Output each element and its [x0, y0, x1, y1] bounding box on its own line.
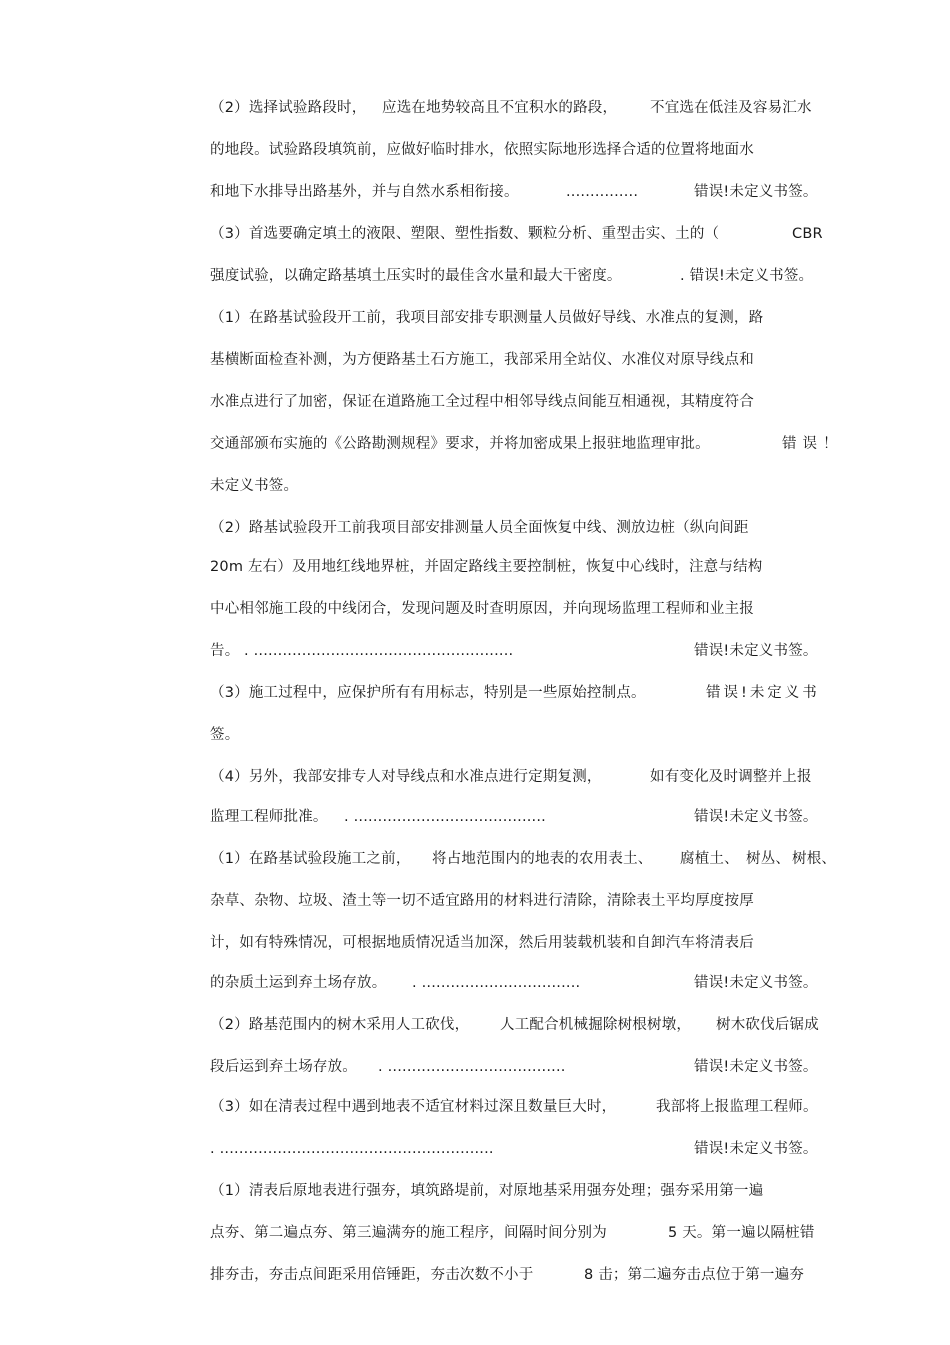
text-segment: CBR [792, 226, 823, 242]
text-segment: （2）路基试验段开工前我项目部安排测量人员全面恢复中线、测放边桩（纵向间距 [210, 520, 749, 536]
text-segment: 排夯击，夯击点间距采用倍锤距，夯击次数不小于 [210, 1267, 534, 1283]
bookmark-error: 错误！ [782, 436, 844, 452]
text-segment: ............... [566, 184, 639, 200]
bookmark-error: . 错误!未定义书签。 [680, 268, 814, 284]
text-segment: . ...................................................... [244, 643, 514, 659]
text-segment: （2）选择试验路段时， [210, 100, 367, 116]
text-segment: 人工配合机械掘除树根树墩， [500, 1017, 692, 1033]
text-segment: 监理工程师批准。 [210, 809, 328, 825]
text-segment: 树木砍伐后锯成 [716, 1017, 819, 1033]
text-segment: （4）另外，我部安排专人对导线点和水准点进行定期复测， [210, 769, 602, 785]
bookmark-error: 错误!未定义书签。 [694, 1141, 818, 1157]
text-segment: （1）在路基试验段开工前，我项目部安排专职测量人员做好导线、水准点的复测，路 [210, 310, 764, 326]
bookmark-error: 错误!未定义书签。 [694, 975, 818, 991]
text-segment: 我部将上报监理工程师。 [656, 1099, 818, 1115]
text-segment: . ........................................ [344, 809, 546, 825]
text-segment: 中心相邻施工段的中线闭合，发现问题及时查明原因，并向现场监理工程师和业主报 [210, 601, 754, 617]
bookmark-error: 错误!未定义书签。 [694, 184, 818, 200]
text-segment: 将占地范围内的地表的农用表土、 [432, 851, 653, 867]
text-segment: 和地下水排导出路基外，并与自然水系相衔接。 [210, 184, 519, 200]
text-segment: 告。 [210, 643, 240, 659]
text-segment: 不宜选在低洼及容易汇水 [650, 100, 812, 116]
text-segment: 5 天。第一遍以隔桩错 [668, 1225, 815, 1241]
text-segment: 的杂质土运到弃土场存放。 [210, 975, 387, 991]
text-segment: （1）清表后原地表进行强夯，填筑路堤前，对原地基采用强夯处理；强夯采用第一遍 [210, 1183, 764, 1199]
text-segment: （3）如在清表过程中遇到地表不适宜材料过深且数量巨大时， [210, 1099, 617, 1115]
text-segment: 交通部颁布实施的《公路勘测规程》要求，并将加密成果上报驻地监理审批。 [210, 436, 710, 452]
text-segment: 的地段。试验路段填筑前，应做好临时排水，依照实际地形选择合适的位置将地面水 [210, 142, 754, 158]
text-segment: 应选在地势较高且不宜积水的路段， [382, 100, 618, 116]
text-segment: 计，如有特殊情况，可根据地质情况适当加深，然后用装载机装和自卸汽车将清表后 [210, 935, 754, 951]
text-segment: 树根、 [792, 851, 837, 867]
text-segment: . ..................................... [378, 1059, 566, 1075]
text-segment: （2）路基范围内的树木采用人工砍伐， [210, 1017, 470, 1033]
bookmark-error: 错误!未定义书签。 [694, 1059, 818, 1075]
text-segment: （3）施工过程中，应保护所有有用标志，特别是一些原始控制点。 [210, 685, 646, 701]
text-segment: 腐植土、 [680, 851, 739, 867]
text-segment: 8 击；第二遍夯击点位于第一遍夯 [584, 1267, 805, 1283]
text-segment: （1）在路基试验段施工之前， [210, 851, 411, 867]
text-segment: 基横断面检查补测，为方便路基土石方施工，我部采用全站仪、水准仪对原导线点和 [210, 352, 754, 368]
text-segment: 水准点进行了加密，保证在道路施工全过程中相邻导线点间能互相通视，其精度符合 [210, 394, 754, 410]
text-segment: 段后运到弃土场存放。 [210, 1059, 357, 1075]
text-segment: （3）首选要确定填土的液限、塑限、塑性指数、颗粒分析、重型击实、土的（ [210, 226, 720, 242]
text-segment: . ................................. [412, 975, 581, 991]
text-segment: 如有变化及时调整并上报 [650, 769, 812, 785]
text-segment: 20m 左右）及用地红线地界桩，并固定路线主要控制桩，恢复中心线时，注意与结构 [210, 559, 763, 575]
text-segment: 杂草、杂物、垃圾、渣土等一切不适宜路用的材料进行清除，清除表土平均厚度按厚 [210, 893, 754, 909]
bookmark-error: 错误!未定义书签。 [694, 643, 818, 659]
bookmark-error: 错误!未定义书签。 [694, 809, 818, 825]
text-segment: 点夯、第二遍点夯、第三遍满夯的施工程序，间隔时间分别为 [210, 1225, 607, 1241]
bookmark-error: 签。 [210, 727, 240, 743]
bookmark-error: 错误!未定义书 [706, 685, 820, 701]
text-segment: . ......................................................... [210, 1141, 494, 1157]
text-segment: 强度试验，以确定路基填土压实时的最佳含水量和最大干密度。 [210, 268, 622, 284]
text-segment: 树丛、 [746, 851, 791, 867]
bookmark-error: 未定义书签。 [210, 478, 299, 494]
